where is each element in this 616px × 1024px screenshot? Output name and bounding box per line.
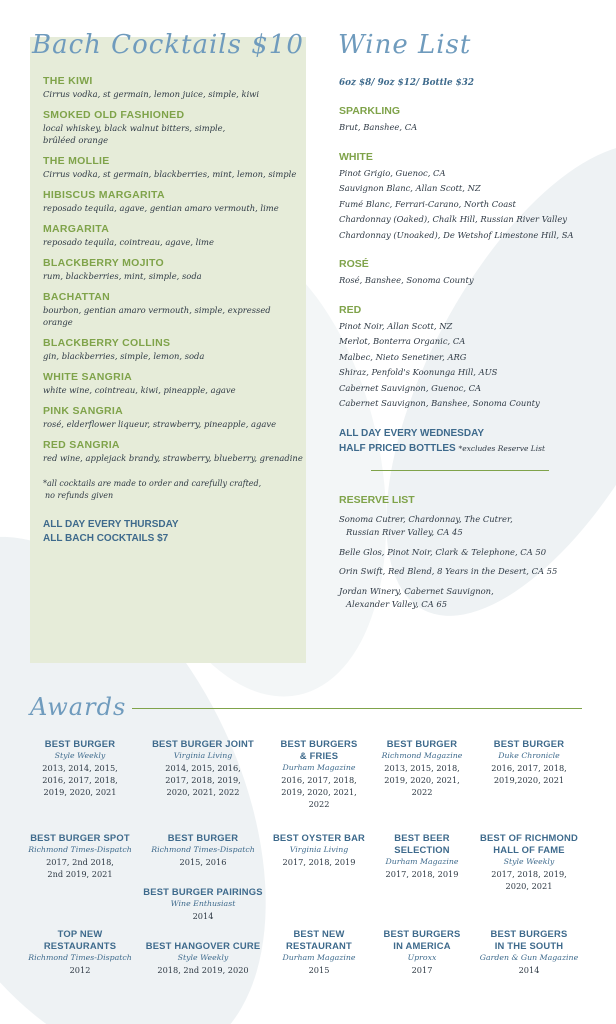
cocktail-name: THE MOLLIE bbox=[43, 155, 110, 167]
wine-item: Chardonnay (Oaked), Chalk Hill, Russian River Valley bbox=[339, 214, 568, 224]
award-years: 2016, 2017, 2018, bbox=[491, 763, 567, 773]
cocktail-name: WHITE SANGRIA bbox=[43, 371, 133, 383]
cocktail-desc: gin, blackberries, simple, lemon, soda bbox=[43, 351, 205, 361]
cocktail-item bbox=[43, 404, 303, 430]
reserve-line: Alexander Valley, CA 65 bbox=[346, 599, 448, 609]
award-years: 2022 bbox=[308, 799, 330, 809]
award bbox=[362, 832, 482, 880]
award-source: Wine Enthusiast bbox=[170, 899, 236, 908]
reserve-line: Sonoma Cutrer, Chardonnay, The Cutrer, bbox=[339, 513, 513, 524]
award-title: BEST OYSTER BAR bbox=[272, 832, 366, 843]
award-source: Durham Magazine bbox=[282, 763, 356, 772]
wine-item: Cabernet Sauvignon, Guenoc, CA bbox=[339, 382, 482, 393]
cocktail-desc: reposado tequila, agave, gentian amaro vermouth, lime bbox=[43, 203, 279, 213]
award-title: BEST BURGER bbox=[167, 832, 239, 843]
award-years: 2019,2020, 2021 bbox=[493, 775, 565, 785]
cocktail-name: THE KIWI bbox=[43, 75, 93, 87]
award-title: BEST BEER bbox=[394, 832, 450, 843]
award bbox=[259, 928, 379, 976]
cocktail-item bbox=[43, 336, 303, 362]
award-years: 2015, 2016 bbox=[179, 857, 227, 867]
award-title: BEST BURGER bbox=[493, 738, 565, 749]
award-years: 2016, 2017, 2018, bbox=[281, 775, 357, 785]
wine-item: Brut, Banshee, CA bbox=[339, 122, 418, 132]
award bbox=[469, 738, 589, 786]
reserve-line: Jordan Winery, Cabernet Sauvignon, bbox=[339, 585, 494, 596]
award-years: 2017, 2018, 2019, bbox=[165, 775, 241, 785]
reserve-item bbox=[339, 585, 599, 612]
wine-item: Pinot Grigio, Guenoc, CA bbox=[339, 167, 446, 178]
award-title-2: RESTAURANT bbox=[286, 940, 352, 951]
wine-section-white bbox=[339, 150, 599, 244]
reserve-item bbox=[339, 513, 599, 540]
cocktail-name: BLACKBERRY COLLINS bbox=[43, 337, 171, 349]
cocktail-item bbox=[43, 256, 303, 282]
award-source: Richmond Times-Dispatch bbox=[28, 953, 132, 962]
award-source: Style Weekly bbox=[54, 751, 106, 760]
award-source: Style Weekly bbox=[177, 953, 229, 962]
award-title-2: IN AMERICA bbox=[393, 940, 451, 951]
award-source: Durham Magazine bbox=[385, 857, 459, 866]
section-heading: SPARKLING bbox=[339, 105, 401, 117]
cocktail-item bbox=[43, 290, 303, 328]
award-source: Style Weekly bbox=[503, 857, 555, 866]
cocktail-desc: rosé, elderflower liqueur, strawberry, pineapple, agave bbox=[43, 419, 277, 429]
award-years: 2018, 2nd 2019, 2020 bbox=[157, 965, 249, 975]
wine-prices: 6oz $8/ 9oz $12/ Bottle $32 bbox=[339, 78, 475, 88]
reserve-line: Belle Glos, Pinot Noir, Clark & Telephone, CA 50 bbox=[339, 546, 547, 557]
cocktail-item bbox=[43, 154, 303, 180]
award-source: Duke Chronicle bbox=[498, 751, 560, 760]
cocktail-desc: Cirrus vodka, st germain, lemon juice, simple, kiwi bbox=[43, 89, 260, 99]
wine-item: Cabernet Sauvignon, Banshee, Sonoma County bbox=[339, 398, 540, 408]
wine-item: Sauvignon Blanc, Allan Scott, NZ bbox=[339, 183, 481, 193]
note-line-2: no refunds given bbox=[45, 491, 114, 500]
cocktail-item bbox=[43, 222, 303, 248]
cocktail-name: RED SANGRIA bbox=[43, 439, 120, 451]
award-title: BEST BURGERS bbox=[490, 928, 568, 939]
cocktail-name: HIBISCUS MARGARITA bbox=[43, 189, 165, 201]
award-years: 2019, 2020, 2021, bbox=[384, 775, 460, 785]
award-source: Richmond Times-Dispatch bbox=[151, 845, 255, 854]
reserve-line: Orin Swift, Red Blend, 8 Years in the Desert, CA 55 bbox=[339, 566, 558, 576]
wine-item: Merlot, Bonterra Organic, CA bbox=[339, 336, 466, 346]
promo-line-2: ALL BACH COCKTAILS $7 bbox=[43, 533, 169, 544]
award bbox=[20, 928, 140, 976]
award-years: 2013, 2015, 2018, bbox=[384, 763, 460, 773]
award-years: 2015 bbox=[308, 965, 330, 975]
awards-title: Awards bbox=[30, 693, 127, 721]
wine-item: Rosé, Banshee, Sonoma County bbox=[339, 275, 474, 285]
cocktail-note bbox=[43, 478, 303, 502]
award-years: 2014, 2015, 2016, bbox=[165, 763, 241, 773]
award-title: BEST BURGERS bbox=[383, 928, 461, 939]
award-source: Virginia Living bbox=[289, 845, 349, 854]
cocktail-item bbox=[43, 438, 303, 464]
promo-exclusion: *excludes Reserve List bbox=[458, 443, 546, 453]
thursday-promo bbox=[43, 518, 303, 546]
cocktail-name: BLACKBERRY MOJITO bbox=[43, 257, 164, 269]
award-title-2: IN THE SOUTH bbox=[494, 940, 564, 951]
award bbox=[143, 738, 263, 798]
award-title: BEST BURGER bbox=[44, 738, 116, 749]
award bbox=[259, 832, 379, 868]
award-source: Durham Magazine bbox=[282, 953, 356, 962]
award-title-2: RESTAURANTS bbox=[43, 940, 117, 951]
cocktail-item bbox=[43, 370, 303, 396]
award-source: Uproxx bbox=[407, 953, 437, 962]
award-source: Garden & Gun Magazine bbox=[479, 953, 579, 962]
award-years: 2017, 2018, 2019 bbox=[282, 857, 356, 867]
wine-title: Wine List bbox=[338, 30, 472, 60]
award-title: BEST BURGER JOINT bbox=[152, 738, 254, 749]
cocktail-item bbox=[43, 74, 303, 100]
awards-divider bbox=[132, 708, 582, 709]
award-years: 2017, 2018, 2019, bbox=[491, 869, 567, 879]
award-title-2: HALL OF FAME bbox=[493, 844, 565, 855]
cocktail-name: SMOKED OLD FASHIONED bbox=[43, 109, 185, 121]
award-title: BEST OF RICHMOND bbox=[480, 832, 578, 843]
promo-line-1: ALL DAY EVERY THURSDAY bbox=[43, 519, 179, 530]
promo-line-2 bbox=[339, 441, 599, 456]
award-years: 2020, 2021 bbox=[505, 881, 553, 891]
cocktail-name: BACHATTAN bbox=[43, 291, 111, 303]
award bbox=[362, 928, 482, 976]
award-years: 2013, 2014, 2015, bbox=[42, 763, 118, 773]
award bbox=[143, 832, 263, 868]
award bbox=[259, 738, 379, 810]
reserve-line: Russian River Valley, CA 45 bbox=[346, 527, 463, 537]
award-source: Virginia Living bbox=[173, 751, 233, 760]
cocktail-name: PINK SANGRIA bbox=[43, 405, 124, 417]
wine-item: Malbec, Nieto Senetiner, ARG bbox=[339, 351, 467, 362]
divider bbox=[371, 470, 549, 471]
award-years: 2017 bbox=[411, 965, 433, 975]
cocktails-title: Bach Cocktails $10 bbox=[32, 30, 304, 60]
section-heading: ROSÉ bbox=[339, 258, 369, 270]
wine-list bbox=[339, 78, 599, 618]
section-heading: WHITE bbox=[339, 150, 373, 163]
promo-line-1: ALL DAY EVERY WEDNESDAY bbox=[339, 427, 485, 439]
cocktail-item bbox=[43, 188, 303, 214]
note-line-1: *all cocktails are made to order and carefully crafted, bbox=[43, 479, 262, 488]
cocktail-desc: Cirrus vodka, st germain, blackberries, mint, lemon, simple bbox=[43, 169, 297, 179]
award-years: 2017, 2018, 2019 bbox=[385, 869, 459, 879]
award-years: 2nd 2019, 2021 bbox=[47, 869, 113, 879]
award bbox=[143, 940, 263, 976]
award-years: 2017, 2nd 2018, bbox=[46, 857, 114, 867]
award-title: BEST BURGER bbox=[386, 738, 458, 749]
award bbox=[362, 738, 482, 798]
reserve-heading: RESERVE LIST bbox=[339, 493, 415, 506]
award-title: BEST BURGER SPOT bbox=[30, 832, 130, 843]
cocktail-name: MARGARITA bbox=[43, 223, 110, 235]
award-title-2: & FRIES bbox=[299, 750, 339, 761]
cocktail-desc: rum, blackberries, mint, simple, soda bbox=[43, 271, 202, 281]
award-years: 2019, 2020, 2021 bbox=[43, 787, 117, 797]
award-source: Richmond Times-Dispatch bbox=[28, 845, 132, 854]
cocktail-desc: white wine, cointreau, kiwi, pineapple, agave bbox=[43, 385, 236, 395]
wine-section-sparkling bbox=[339, 104, 599, 136]
wine-item: Pinot Noir, Allan Scott, NZ bbox=[339, 320, 453, 331]
wine-item: Fumé Blanc, Ferrari-Carano, North Coast bbox=[339, 198, 516, 209]
reserve-item bbox=[339, 546, 599, 560]
award-title: TOP NEW bbox=[57, 928, 103, 939]
promo-bottles: HALF PRICED BOTTLES bbox=[339, 442, 456, 454]
award-years: 2014 bbox=[518, 965, 540, 975]
award-title-2: SELECTION bbox=[394, 844, 450, 855]
award-years: 2014 bbox=[192, 911, 214, 921]
award-years: 2020, 2021, 2022 bbox=[166, 787, 240, 797]
wine-section-rose bbox=[339, 257, 599, 289]
wine-section-red bbox=[339, 303, 599, 412]
wine-item: Shiraz, Penfold's Koonunga Hill, AUS bbox=[339, 367, 498, 377]
award-years: 2019, 2020, 2021, bbox=[281, 787, 357, 797]
cocktail-item bbox=[43, 108, 233, 146]
award-title: BEST BURGER PAIRINGS bbox=[143, 886, 263, 897]
cocktail-desc: red wine, applejack brandy, strawberry, blueberry, grenadine bbox=[43, 453, 303, 463]
award-title: BEST BURGERS bbox=[280, 738, 358, 749]
cocktail-list bbox=[43, 74, 303, 546]
section-heading: RED bbox=[339, 303, 362, 316]
award-years: 2022 bbox=[411, 787, 433, 797]
award bbox=[143, 886, 263, 922]
reserve-item bbox=[339, 565, 599, 579]
award-years: 2012 bbox=[69, 965, 91, 975]
wednesday-promo bbox=[339, 426, 599, 456]
award-years: 2016, 2017, 2018, bbox=[42, 775, 118, 785]
award-title: BEST HANGOVER CURE bbox=[145, 940, 261, 951]
award-source: Richmond Magazine bbox=[381, 751, 463, 760]
award bbox=[469, 928, 589, 976]
award bbox=[20, 738, 140, 798]
cocktail-desc: local whiskey, black walnut bitters, simple, brûléed orange bbox=[43, 123, 226, 145]
award bbox=[20, 832, 140, 880]
cocktail-desc: bourbon, gentian amaro vermouth, simple, expressed orange bbox=[43, 305, 271, 327]
award-title: BEST NEW bbox=[293, 928, 345, 939]
award bbox=[469, 832, 589, 892]
cocktail-desc: reposado tequila, cointreau, agave, lime bbox=[43, 237, 214, 247]
wine-item: Chardonnay (Unoaked), De Wetshof Limestone Hill, SA bbox=[339, 229, 574, 240]
